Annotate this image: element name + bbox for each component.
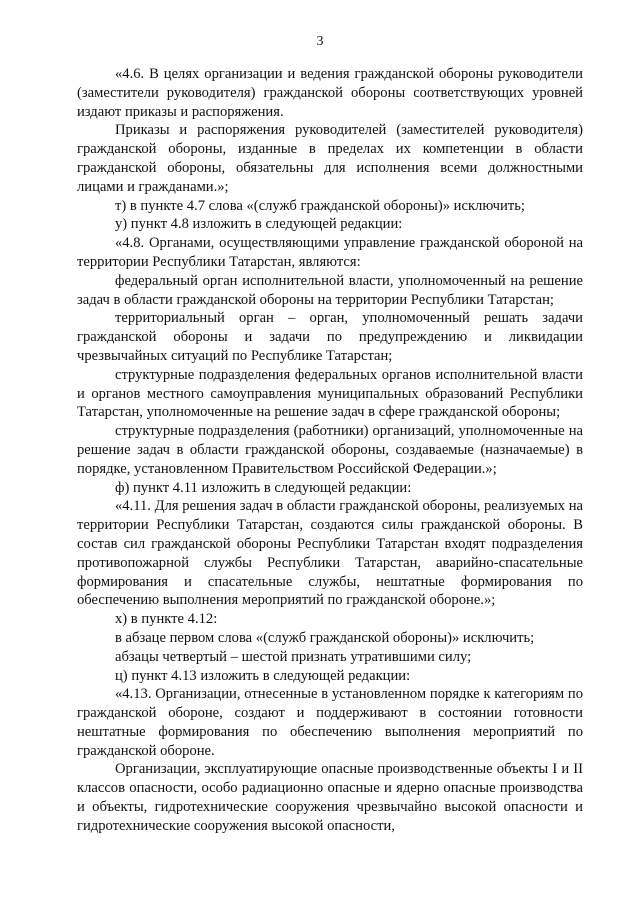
amendment-u: у) пункт 4.8 изложить в следующей редакции: [115,216,403,233]
list-item-federal-body: федеральный орган исполнительной власти, уполномоченный на решение задач в области гражданской обороны на территории Республики Татарстан; [77,272,583,308]
amendment-ts: ц) пункт 4.13 изложить в следующей редакции: [115,667,411,684]
amendment-kh-repeal: абзацы четвертый – шестой признать утратившими силу; [115,648,472,665]
amendment-t: т) в пункте 4.7 слова «(служб гражданской обороны)» исключить; [115,197,525,214]
paragraph-4-8: «4.8. Органами, осуществляющими управление гражданской обороной на территории Республики Татарстан, являются: [77,235,583,270]
paragraph-hazardous-organizations: Организации, эксплуатирующие опасные производственные объекты I и II классов опасности, особо радиационно опасные и ядерно опасные производства и объекты, гидротехнические сооружения чрезвычайно высокой опасности и гидротехнические сооружения высокой опасности, [77,761,583,834]
paragraph-4-13: «4.13. Организации, отнесенные в установленном порядке к категориям по гражданской обороне, создают и поддерживают в состоянии готовности нештатные формирования по обеспечению выполнения мероприятий по гражданской обороне. [77,686,583,759]
list-item-territorial-body: территориальный орган – орган, уполномоченный решать задачи гражданской обороны и задачи по предупреждению и ликвидации чрезвычайных ситуаций по Республике Татарстан; [77,310,583,364]
page-number: 3 [316,34,324,49]
document-body [77,65,583,836]
amendment-f: ф) пункт 4.11 изложить в следующей редакции: [115,479,412,496]
list-item-organization-divisions: структурные подразделения (работники) организаций, уполномоченные на решение задач в области гражданской обороны, создаваемые (назначаемые) в порядке, установленном Правительством Российской Федерации.»; [77,423,583,477]
paragraph-4-11: «4.11. Для решения задач в области гражданской обороны, реализуемых на территории Республики Татарстан, создаются силы гражданской обороны. В состав сил гражданской обороны Республики Татарстан входят подразделения противопожарной службы Республики Татарстан, аварийно-спасательные формирования и спасательные службы, нештатные формирования по обеспечению выполнения мероприятий по гражданской обороне.»; [77,498,583,609]
amendment-kh-first-clause: в абзаце первом слова «(служб гражданской обороны)» исключить; [115,629,535,646]
list-item-structural-divisions: структурные подразделения федеральных органов исполнительной власти и органов местного самоуправления муниципальных образований Республики Татарстан, уполномоченные на решение задач в сфере гражданской обороны; [77,366,583,421]
amendment-kh: х) в пункте 4.12: [115,611,218,628]
paragraph-4-6: «4.6. В целях организации и ведения гражданской обороны руководители (заместители руководителя) гражданской обороны соответствующих уровней издают приказы и распоряжения. [77,66,583,120]
paragraph-orders-binding: Приказы и распоряжения руководителей (заместителей руководителя) гражданской обороны, изданные в пределах их компетенции в области гражданской обороны, обязательны для исполнения всеми должностными лицами и гражданами.»; [77,122,583,195]
